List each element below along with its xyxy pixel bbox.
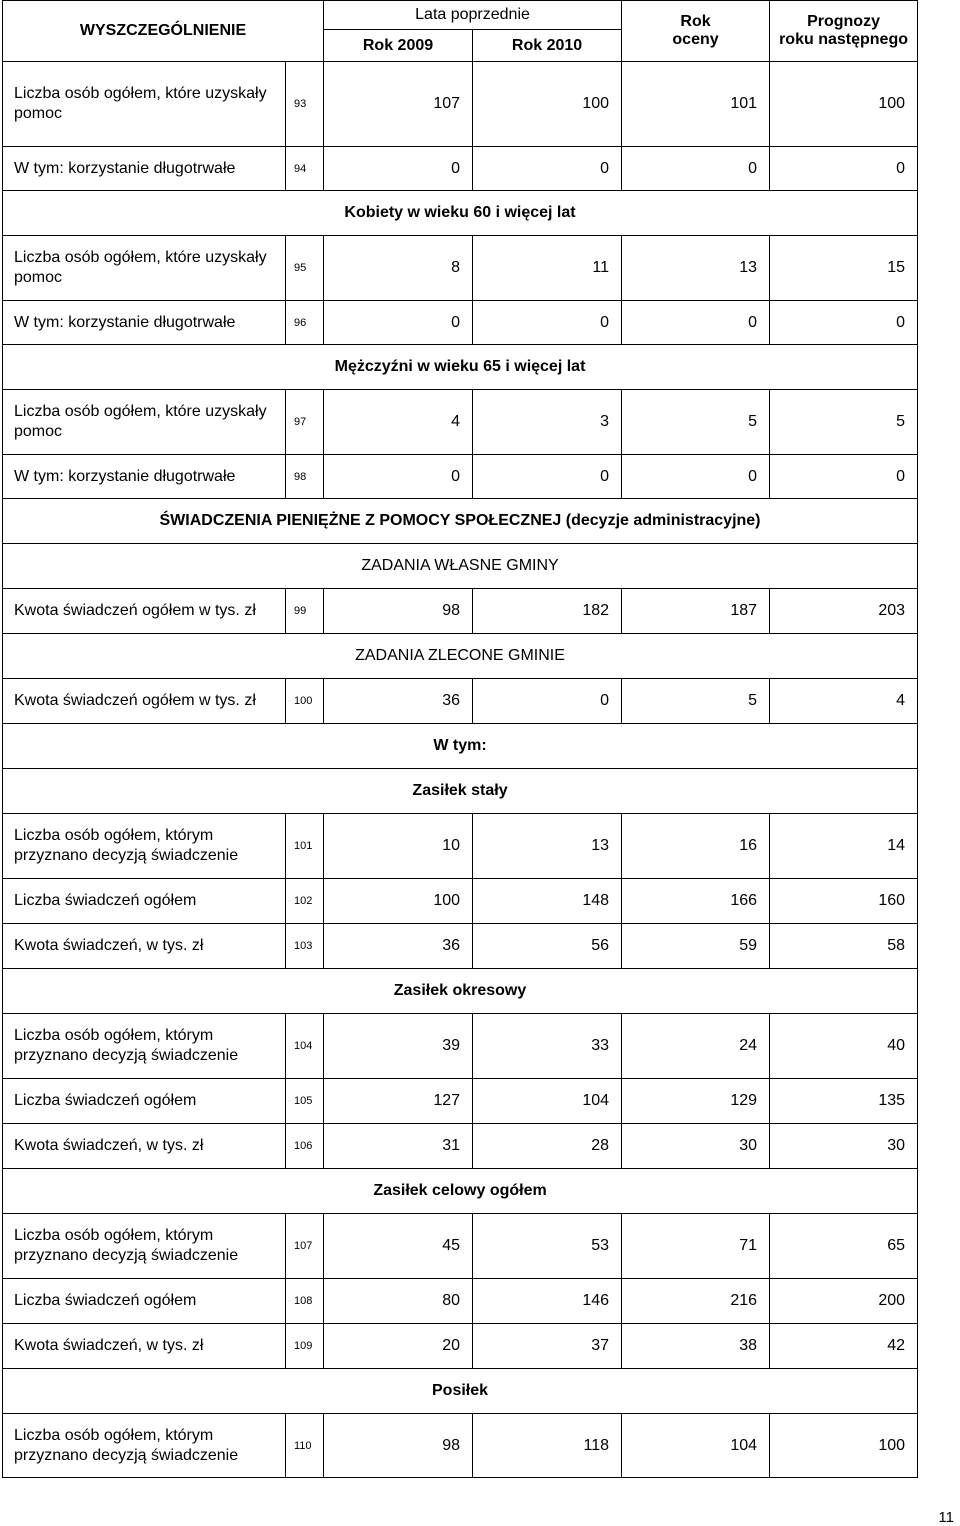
value-cell: 0 [770, 147, 918, 191]
row-number: 101 [286, 814, 324, 879]
value-cell: 0 [473, 455, 622, 499]
value-cell: 200 [770, 1279, 918, 1324]
value-cell: 0 [324, 301, 473, 345]
value-cell: 160 [770, 879, 918, 924]
row-number: 94 [286, 147, 324, 191]
value-cell: 13 [622, 236, 770, 301]
section-row [3, 499, 918, 544]
table-row [3, 1124, 918, 1169]
value-cell: 182 [473, 589, 622, 634]
value-cell: 135 [770, 1079, 918, 1124]
value-cell: 3 [473, 390, 622, 455]
value-cell: 65 [770, 1214, 918, 1279]
section-title: Posiłek [3, 1369, 918, 1414]
row-label: Liczba świadczeń ogółem [3, 1079, 286, 1124]
value-cell: 31 [324, 1124, 473, 1169]
value-cell: 107 [324, 62, 473, 147]
row-label: Liczba osób ogółem, którym przyznano decyzją świadczenie [3, 1014, 286, 1079]
row-number: 105 [286, 1079, 324, 1124]
value-cell: 4 [770, 679, 918, 724]
table-row [3, 301, 918, 345]
value-cell: 16 [622, 814, 770, 879]
value-cell: 100 [324, 879, 473, 924]
row-number: 106 [286, 1124, 324, 1169]
value-cell: 0 [770, 301, 918, 345]
row-label: Liczba świadczeń ogółem [3, 1279, 286, 1324]
value-cell: 0 [622, 301, 770, 345]
table-row [3, 1414, 918, 1478]
value-cell: 8 [324, 236, 473, 301]
value-cell: 0 [473, 301, 622, 345]
row-number: 110 [286, 1414, 324, 1478]
table-row [3, 679, 918, 724]
value-cell: 40 [770, 1014, 918, 1079]
value-cell: 36 [324, 924, 473, 969]
value-cell: 38 [622, 1324, 770, 1369]
value-cell: 59 [622, 924, 770, 969]
row-number: 109 [286, 1324, 324, 1369]
row-number: 104 [286, 1014, 324, 1079]
value-cell: 104 [473, 1079, 622, 1124]
table-row [3, 1214, 918, 1279]
table-row [3, 147, 918, 191]
value-cell: 100 [770, 62, 918, 147]
row-number: 97 [286, 390, 324, 455]
table-row [3, 924, 918, 969]
row-label: Liczba świadczeń ogółem [3, 879, 286, 924]
section-row [3, 1369, 918, 1414]
row-number: 100 [286, 679, 324, 724]
table-row [3, 1079, 918, 1124]
section-title: Zasiłek celowy ogółem [3, 1169, 918, 1214]
value-cell: 98 [324, 589, 473, 634]
row-number: 108 [286, 1279, 324, 1324]
table-row [3, 62, 918, 147]
row-label: Liczba osób ogółem, którym przyznano decyzją świadczenie [3, 814, 286, 879]
row-label: Liczba osób ogółem, które uzyskały pomoc [3, 62, 286, 147]
value-cell: 11 [473, 236, 622, 301]
header-forecast: Prognozy roku następnego [770, 1, 918, 62]
section-title: Mężczyźni w wieku 65 i więcej lat [3, 345, 918, 390]
value-cell: 104 [622, 1414, 770, 1478]
value-cell: 4 [324, 390, 473, 455]
value-cell: 5 [770, 390, 918, 455]
row-number: 98 [286, 455, 324, 499]
value-cell: 101 [622, 62, 770, 147]
header-description: WYSZCZEGÓLNIENIE [3, 1, 324, 62]
value-cell: 28 [473, 1124, 622, 1169]
value-cell: 148 [473, 879, 622, 924]
row-number: 95 [286, 236, 324, 301]
row-label: Kwota świadczeń ogółem w tys. zł [3, 679, 286, 724]
row-number: 102 [286, 879, 324, 924]
row-label: W tym: korzystanie długotrwałe [3, 301, 286, 345]
value-cell: 0 [770, 455, 918, 499]
table-row [3, 390, 918, 455]
value-cell: 166 [622, 879, 770, 924]
row-label: W tym: korzystanie długotrwałe [3, 147, 286, 191]
value-cell: 0 [473, 679, 622, 724]
section-row [3, 634, 918, 679]
value-cell: 0 [324, 147, 473, 191]
section-title: Zasiłek okresowy [3, 969, 918, 1014]
section-title: ŚWIADCZENIA PIENIĘŻNE Z POMOCY SPOŁECZNEJ (decyzje administracyjne) [3, 499, 918, 544]
value-cell: 56 [473, 924, 622, 969]
value-cell: 33 [473, 1014, 622, 1079]
section-title: ZADANIA ZLECONE GMINIE [3, 634, 918, 679]
row-number: 99 [286, 589, 324, 634]
value-cell: 187 [622, 589, 770, 634]
value-cell: 0 [324, 455, 473, 499]
header-previous-years: Lata poprzednie [324, 1, 622, 30]
value-cell: 39 [324, 1014, 473, 1079]
section-row [3, 769, 918, 814]
value-cell: 98 [324, 1414, 473, 1478]
value-cell: 146 [473, 1279, 622, 1324]
table-row [3, 879, 918, 924]
row-label: Kwota świadczeń, w tys. zł [3, 924, 286, 969]
section-row [3, 969, 918, 1014]
row-number: 96 [286, 301, 324, 345]
section-title: ZADANIA WŁASNE GMINY [3, 544, 918, 589]
statistics-table [2, 0, 918, 1478]
value-cell: 203 [770, 589, 918, 634]
value-cell: 10 [324, 814, 473, 879]
row-label: W tym: korzystanie długotrwałe [3, 455, 286, 499]
section-row [3, 544, 918, 589]
section-title: W tym: [3, 724, 918, 769]
value-cell: 100 [770, 1414, 918, 1478]
value-cell: 5 [622, 679, 770, 724]
section-row [3, 724, 918, 769]
header-rating-year: Rok oceny [622, 1, 770, 62]
value-cell: 80 [324, 1279, 473, 1324]
value-cell: 37 [473, 1324, 622, 1369]
table-body [3, 62, 918, 1478]
header-year-2010: Rok 2010 [473, 30, 622, 62]
section-title: Zasiłek stały [3, 769, 918, 814]
table-row [3, 1279, 918, 1324]
value-cell: 100 [473, 62, 622, 147]
row-label: Kwota świadczeń ogółem w tys. zł [3, 589, 286, 634]
table-row [3, 455, 918, 499]
value-cell: 13 [473, 814, 622, 879]
value-cell: 30 [622, 1124, 770, 1169]
row-label: Kwota świadczeń, w tys. zł [3, 1324, 286, 1369]
value-cell: 42 [770, 1324, 918, 1369]
row-label: Liczba osób ogółem, którym przyznano decyzją świadczenie [3, 1214, 286, 1279]
value-cell: 129 [622, 1079, 770, 1124]
value-cell: 71 [622, 1214, 770, 1279]
value-cell: 216 [622, 1279, 770, 1324]
row-label: Liczba osób ogółem, które uzyskały pomoc [3, 390, 286, 455]
value-cell: 53 [473, 1214, 622, 1279]
section-row [3, 1169, 918, 1214]
table-row [3, 814, 918, 879]
section-row [3, 345, 918, 390]
value-cell: 15 [770, 236, 918, 301]
value-cell: 14 [770, 814, 918, 879]
value-cell: 127 [324, 1079, 473, 1124]
table-row [3, 1014, 918, 1079]
section-title: Kobiety w wieku 60 i więcej lat [3, 191, 918, 236]
section-row [3, 191, 918, 236]
value-cell: 45 [324, 1214, 473, 1279]
value-cell: 58 [770, 924, 918, 969]
row-label: Liczba osób ogółem, które uzyskały pomoc [3, 236, 286, 301]
value-cell: 36 [324, 679, 473, 724]
value-cell: 118 [473, 1414, 622, 1478]
value-cell: 0 [622, 147, 770, 191]
header-year-2009: Rok 2009 [324, 30, 473, 62]
row-label: Liczba osób ogółem, którym przyznano decyzją świadczenie [3, 1414, 286, 1478]
page-number: 11 [938, 1509, 954, 1526]
value-cell: 0 [622, 455, 770, 499]
value-cell: 5 [622, 390, 770, 455]
table-row [3, 236, 918, 301]
table-row [3, 1324, 918, 1369]
row-number: 93 [286, 62, 324, 147]
row-number: 107 [286, 1214, 324, 1279]
table-row [3, 589, 918, 634]
row-label: Kwota świadczeń, w tys. zł [3, 1124, 286, 1169]
value-cell: 20 [324, 1324, 473, 1369]
value-cell: 0 [473, 147, 622, 191]
row-number: 103 [286, 924, 324, 969]
value-cell: 24 [622, 1014, 770, 1079]
value-cell: 30 [770, 1124, 918, 1169]
